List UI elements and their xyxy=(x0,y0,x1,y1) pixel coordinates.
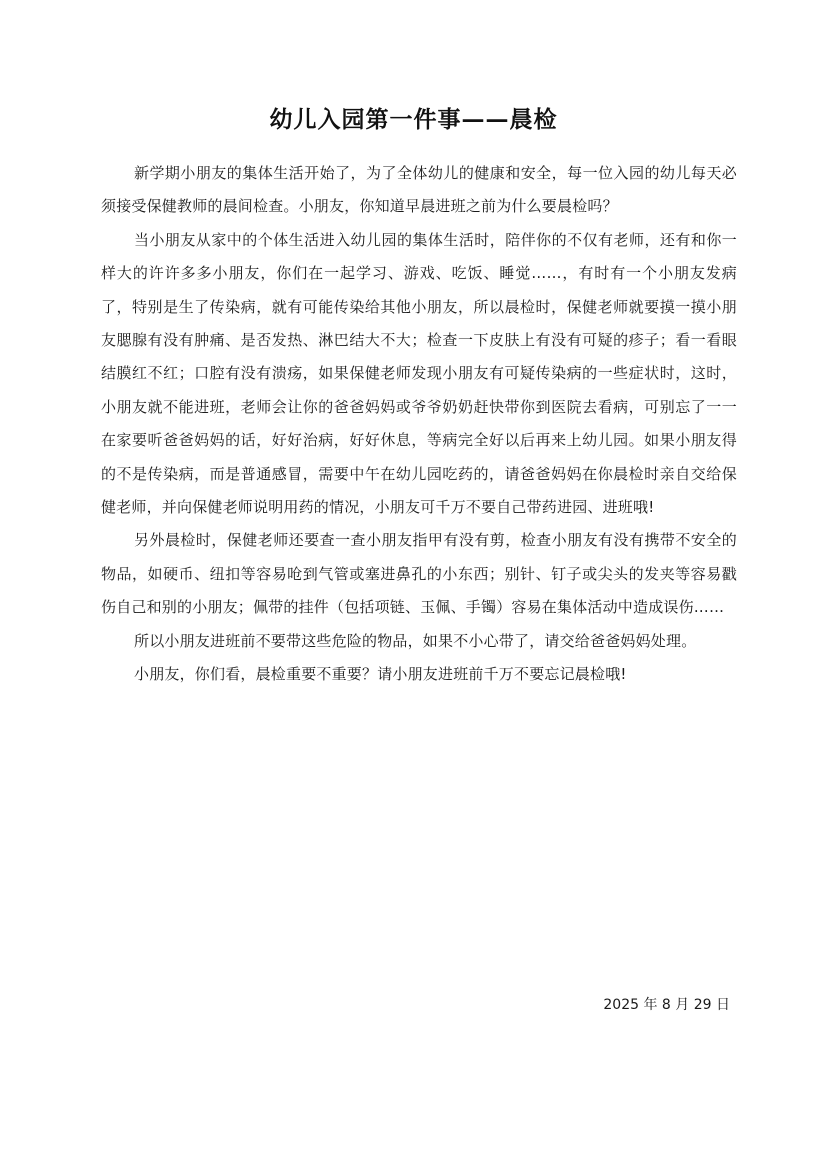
paragraph-advice: 所以小朋友进班前不要带这些危险的物品，如果不小心带了，请交给爸爸妈妈处理。 xyxy=(134,631,697,650)
paragraph-conclusion: 小朋友，你们看，晨检重要不重要？请小朋友进班前千万不要忘记晨检哦! xyxy=(134,665,627,684)
paragraph-items-check: 另外晨检时，保健老师还要查一查小朋友指甲有没有剪，检查小朋友有没有携带不安全的物品，如硬币、纽扣等容易呛到气管或塞进鼻孔的小东西；别针、钉子或尖头的发夹等容易戳伤自己和别的小朋友；佩带的挂件（包括项链、玉佩、手镯）容易在集体活动中造成误伤…… xyxy=(101,531,737,617)
document-date: 2025 年 8 月 29 日 xyxy=(603,997,730,1013)
paragraph-intro: 新学期小朋友的集体生活开始了，为了全体幼儿的健康和安全，每一位入园的幼儿每天必须接受保健教师的晨间检查。小朋友，你知道早晨进班之前为什么要晨检吗？ xyxy=(101,164,737,216)
paragraph-reason: 当小朋友从家中的个体生活进入幼儿园的集体生活时，陪伴你的不仅有老师，还有和你一样大的许许多多小朋友，你们在一起学习、游戏、吃饭、睡觉……，有时有一个小朋友发病了，特别是生了传染病，就有可能传染给其他小朋友，所以晨检时，保健老师就要摸一摸小朋友腮腺有没有肿痛、是否发热、淋巴结大不大；检查一下皮肤上有没有可疑的疹子；看一看眼结膜红不红；口腔有没有溃疡，如果保健老师发现小朋友有可疑传染病的一些症状时，这时，小朋友就不能进班，老师会让你的爸爸妈妈或爷爷奶奶赶快带你到医院去看病，可别忘了一一在家要听爸爸妈妈的话，好好治病，好好休息，等病完全好以后再来上幼儿园。如果小朋友得的不是传染病，而是普通感冒，需要中午在幼儿园吃药的，请爸爸妈妈在你晨检时亲自交给保健老师，并向保健老师说明用药的情况，小朋友可千万不要自己带药进园、进班哦! xyxy=(101,230,737,517)
document-title: 幼儿入园第一件事——晨检 xyxy=(269,106,558,133)
document-body xyxy=(101,157,737,692)
